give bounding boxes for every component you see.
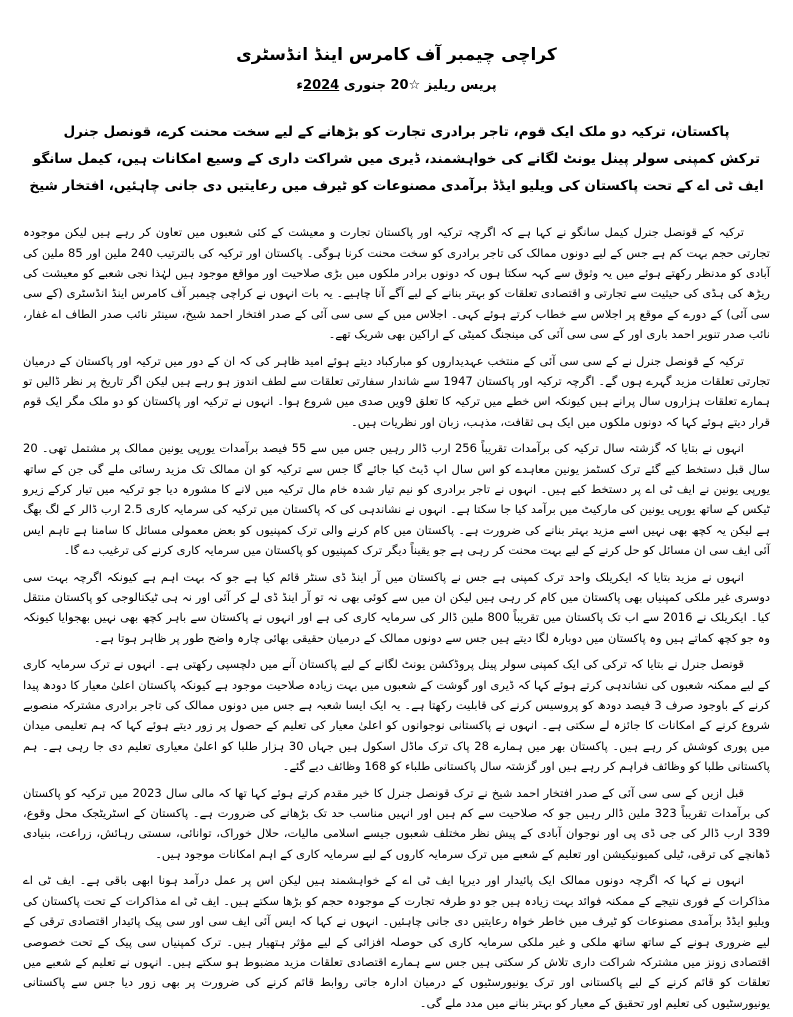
date-year: 2024 xyxy=(303,78,340,94)
lead-line: ایف ٹی اے کے تحت پاکستان کی ویلیو ایڈڈ برآمدی مصنوعات کو ٹیرف میں رعایتیں دی جانی چاہئیں، افتخار شیخ xyxy=(29,178,764,195)
page-title: کراچی چیمبر آف کامرس اینڈ انڈسٹری xyxy=(236,45,557,65)
press-release-label: پریس ریلیز xyxy=(424,78,497,94)
paragraph: ترکیہ کے قونصل جنرل کیمل سانگو نے کہا ہے کہ اگرچہ ترکیہ اور پاکستان تجارت و معیشت کے کئی شعبوں میں تعاون کر رہے ہیں لیکن موجودہ تجارتی حجم بہت کم ہے جس کے لیے دونوں ممالک کی تاجر برادری کو سخت محنت کرنا ہوگی۔ پاکستان اور ترکیہ کی بالترتیب 240 ملین اور 85 ملین کی آبادی کو مدنظر رکھتے ہوئے میں یہ وثوق سے کہہ سکتا ہوں کہ دونوں برادر ملکوں میں بڑی صلاحیت اور مواقع موجود ہیں لہٰذا نجی شعبے کو معیشت کی ریڑھ کی ہڈی کی حیثیت سے تجارتی و اقتصادی تعلقات کو بہتر بنانے کے لیے آگے آنا چاہیے۔ یہ بات انہوں نے کراچی چیمبر آف کامرس اینڈ انڈسٹری (کے سی سی آئی) کے دورے کے موقع پر اجلاس سے خطاب کرتے ہوئے کہی۔ اجلاس میں کے سی سی آئی کے صدر افتخار احمد شیخ، سینئر نائب صدر الطاف اے غفار، نائب صدر تنویر احمد باری اور کے سی سی آئی کی مینجنگ کمیٹی کے اراکین بھی شریک تھے۔ xyxy=(23,225,770,342)
paragraph: قبل ازیں کے سی سی آئی کے صدر افتخار احمد شیخ نے ترک قونصل جنرل کا خیر مقدم کرتے ہوئے کہا تھا کہ مالی سال 2023 میں ترکیہ کو پاکستان کی برآمدات تقریباً 323 ملین ڈالر رہیں جو کہ صلاحیت سے کم ہیں اور انہیں مناسب حد تک بڑھانے کی ضرورت ہے۔ پاکستان کے اسٹریٹجک محل وقوع، 339 ارب ڈالر کی جی ڈی پی اور نوجوان آبادی کے پیش نظر مختلف شعبوں جیسے اسلامی مالیات، حلال خوراک، توانائی، سستی رہائش، زراعت، بنیادی ڈھانچے کی ترقی، ٹیلی کمیونیکیشن اور تعلیم کے شعبے میں ترک سرمایہ کاروں کے لیے سرمایہ کاری کے اہم امکانات موجود ہیں۔ xyxy=(23,785,771,861)
date-month: جنوری xyxy=(343,78,386,94)
star-icon: ☆ xyxy=(408,78,421,94)
paragraph: انہوں نے بتایا کہ گزشتہ سال ترکیہ کی برآمدات تقریباً 256 ارب ڈالر رہیں جس میں سے 55 فیصد برآمدات یورپی یونین ممالک پر مشتمل تھی۔ 20 سال قبل دستخط کیے گئے ترک کسٹمز یونین معاہدے کو اس سال اپ ڈیٹ کیا جائے گا جس سے ترکیہ کو ان ممالک تک مزید رسائی ملے گی جن کے ساتھ یورپی یونین نے ایف ٹی اے پر دستخط کیے ہیں۔ انہوں نے تاجر برادری کو نیم تیار شدہ خام مال ترکیہ میں لانے کا مشورہ دیا جو ترکیہ میں تیار کرکے زیرو ٹیکس کے ساتھ یورپی یونین کی مارکیٹ میں برآمد کیا جا سکتا ہے۔ انہوں نے نشاندہی کی کہ پاکستان میں ترکیہ کی سرمایہ کاری 2.5 ارب ڈالر کے لگ بھگ ہے لیکن یہ کچھ بھی نہیں اسے مزید بہتر بنانے کی ضرورت ہے۔ پاکستان میں کام کرنے والی ترک کمپنیوں کو بعض معمولی مسائل کا سامنا ہے تاہم ایس آئی ایف سی ان مسائل کو حل کرنے کے لیے بہت محنت کر رہی ہے جو یقیناً دیگر ترک کمپنیوں کو پاکستان میں سرمایہ کاری کرنے کی ترغیب دے گا۔ xyxy=(23,441,770,558)
era-mark: ء xyxy=(296,78,304,94)
date-day: 20 xyxy=(390,78,409,94)
lead-line: ترکش کمپنی سولر پینل یونٹ لگانے کی خواہشمند، ڈیری میں شراکت داری کے وسیع امکانات ہیں، کیمل سانگو xyxy=(32,151,761,168)
lead-line: پاکستان، ترکیہ دو ملک ایک قوم، تاجر برادری تجارت کو بڑھانے کے لیے سخت محنت کرے، قونصل جنرل xyxy=(63,124,730,141)
press-release-subtitle xyxy=(23,78,770,93)
paragraph: ترکیہ کے قونصل جنرل نے کے سی سی آئی کے منتخب عہدیداروں کو مبارکباد دیتے ہوئے امید ظاہر کی کہ ان کے دور میں ترکیہ اور پاکستان کے درمیان تجارتی تعلقات مزید گہرے ہوں گے۔ اگرچہ ترکیہ اور پاکستان 1947 سے شاندار سفارتی تعلقات سے لطف اندوز ہو رہے ہیں لیکن اگر تاریخ پر نظر ڈالیں تو ہمارے تعلقات ہزاروں سال پرانے ہیں کیونکہ اس خطے میں ترکیہ کا تعلق 9ویں صدی میں شروع ہوا۔ انہوں نے ترکیہ اور پاکستان کو دو ملک مگر ایک قوم قرار دیتے ہوئے کہا کہ دونوں ملکوں میں ایک ہی ثقافت، مذہب، زبان اور نظریات ہیں۔ xyxy=(23,353,770,429)
lead-paragraph xyxy=(23,119,770,200)
paragraph: انہوں نے کہا کہ اگرچہ دونوں ممالک ایک پائیدار اور دیرپا ایف ٹی اے کے خواہشمند ہیں لیکن اس پر عمل درآمد ہونا ابھی باقی ہے۔ ایف ٹی اے مذاکرات کے فوری نتیجے کے ممکنہ فوائد بہت زیادہ ہیں جو دو طرفہ تجارت کے موجودہ حجم کو بڑھا سکتے ہیں۔ ایف ٹی اے مذاکرات کے تحت پاکستان کی ویلیو ایڈڈ برآمدی مصنوعات کو ٹیرف میں خاطر خواہ رعایتیں دی جانی چاہئیں۔ انہوں نے کہا کہ ایس آئی ایف سی اور سی پیک پائیدار اقتصادی ترقی کے لیے ضروری ہونے کے ساتھ ساتھ ملکی و غیر ملکی سرمایہ کاری کی حوصلہ افزائی کے لیے مؤثر ہتھیار ہیں۔ ترک کمپنیاں سی پیک کے تحت خصوصی اقتصادی زونز میں مشترکہ شراکت داری تلاش کر سکتی ہیں جس سے ہمارے اقتصادی تعلقات مزید مضبوط ہو سکتے ہیں۔ انہوں نے تعلیم کے شعبے میں تعلقات کو قائم کرنے کے لیے پاکستانی اور ترک یونیورسٹیوں کے درمیان ادارہ جاتی روابط قائم کرنے کی ضرورت پر بھی زور دیا جس سے پاکستانی یونیورسٹیوں کی تعلیم اور تحقیق کے معیار کو بہتر بنانے میں مدد ملے گی۔ xyxy=(23,873,770,1010)
paragraph: انہوں نے مزید بتایا کہ ایکریلک واحد ترک کمپنی ہے جس نے پاکستان میں آر اینڈ ڈی سنٹر قائم کیا ہے جو کہ بہت اہم ہے کیونکہ اگرچہ بہت سی دوسری غیر ملکی کمپنیاں بھی پاکستان میں کام کر رہی ہیں لیکن ان میں سے کوئی بھی نہ تو آر اینڈ ڈی لے کر آئی اور نہ ہی ٹیکنالوجی کو پاکستان منتقل کیا۔ ایکریلک نے 2016 سے اب تک پاکستان میں تقریباً 800 ملین ڈالر کی سرمایہ کاری کی ہے اور انہوں نے پاکستان سے باہر کچھ بھی نہیں بھجوایا کیونکہ وہ جو کچھ کماتے ہیں وہ پاکستان میں دوبارہ لگا دیتے ہیں جس سے دونوں ممالک کے درمیان حقیقی بھائی چارہ واضح طور پر ظاہر ہوتا ہے۔ xyxy=(23,569,770,645)
paragraph: قونصل جنرل نے بتایا کہ ترکی کی ایک کمپنی سولر پینل پروڈکشن یونٹ لگانے کے لیے پاکستان آنے میں دلچسپی رکھتی ہے۔ انہوں نے ترک سرمایہ کاری کے لیے ممکنہ شعبوں کی نشاندہی کرتے ہوئے کہا کہ ڈیری اور گوشت کے شعبوں میں بہت زیادہ صلاحیت موجود ہے کیونکہ پاکستان اعلیٰ معیار کا دودھ پیدا کرنے کے باوجود صرف 3 فیصد دودھ کو پروسیس کرنے کی قابلیت رکھتا ہے۔ یہ ایک ایسا شعبہ ہے جس میں دونوں ممالک کی تاجر برادری مشترکہ منصوبے شروع کرنے کے امکانات کا جائزہ لے سکتی ہے۔ انہوں نے پاکستانی نوجوانوں کو اعلیٰ معیار کی تعلیم کے حصول پر زور دیتے ہوئے کہا کہ ہم تعلیمی میدان میں پوری کوشش کر رہے ہیں۔ پاکستان بھر میں ہمارے 28 پاک ترک ماڈل اسکول ہیں جہاں 30 ہزار طلبا کو اعلیٰ معیاری تعلیم دی جا رہی ہے۔ ہم پاکستانی طلبا کو وظائف فراہم کر رہے ہیں اور گزشتہ سال پاکستانی طلباء کو 168 وظائف دیے گئے۔ xyxy=(23,657,771,774)
article-body xyxy=(23,222,770,1013)
